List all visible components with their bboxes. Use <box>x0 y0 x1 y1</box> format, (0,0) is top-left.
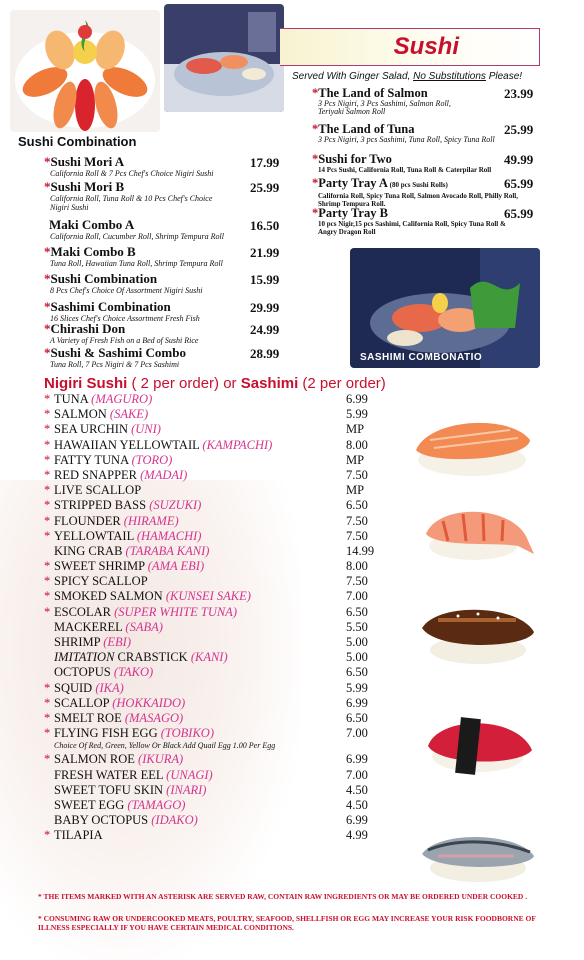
plated-sushi-photo <box>164 4 284 112</box>
combo-item-price: 49.99 <box>504 152 534 167</box>
asterisk-marker: * <box>44 828 51 843</box>
combo-item-description: 14 Pcs Sushi, California Roll, Tuna Roll & Caterpilar Roll <box>318 166 492 174</box>
combo-item-name <box>44 155 284 169</box>
combo-item <box>44 322 284 345</box>
combo-item-name-text: Party Tray B <box>318 206 388 220</box>
combo-item-name-text: The Land of Salmon <box>318 86 428 100</box>
combo-item-name-text: Sushi & Sashimi Combo <box>50 345 186 360</box>
asterisk-marker: * <box>44 467 51 482</box>
nigiri-item-english: BABY OCTOPUS <box>54 813 152 828</box>
nigiri-item-japanese: (SUZUKI) <box>149 498 202 513</box>
nigiri-item-english: STRIPPED BASS <box>54 498 150 513</box>
nigiri-item-price: 7.50 <box>346 513 368 528</box>
nigiri-item-price: 4.50 <box>346 797 368 812</box>
combo-item-description: Tuna Roll, Hawaiian Tuna Roll, Shrimp Tempura Roll <box>50 259 223 268</box>
nigiri-item-english: FLOUNDER <box>54 513 124 528</box>
nigiri-item-price: 6.50 <box>346 498 368 513</box>
nigiri-item-name <box>54 468 187 483</box>
nigiri-item-japanese: (TAMAGO) <box>127 797 186 812</box>
nigiri-item-english: SALMON <box>54 407 110 422</box>
nigiri-item <box>44 438 384 453</box>
nigiri-title-b: ( 2 per order) or <box>127 375 241 392</box>
combo-item-price: 29.99 <box>250 300 280 315</box>
nigiri-item-name <box>54 544 209 559</box>
combo-item-description: 10 pcs Nigir,15 pcs Sashimi, California Roll, Spicy Tuna Roll & <box>318 220 506 228</box>
nigiri-item-japanese: (MASAGO) <box>124 710 184 725</box>
combo-item <box>44 155 284 178</box>
combo-item-description: California Roll, Spicy Tuna Roll, Salmon Avocado Roll, Philly Roll, <box>318 192 518 200</box>
combo-item-name-text: Party Tray A <box>318 176 388 190</box>
nigiri-item-name <box>54 828 103 843</box>
nigiri-item-name <box>54 741 275 751</box>
nigiri-item-japanese: (INARI) <box>166 782 207 797</box>
asterisk-marker: * <box>44 710 51 725</box>
nigiri-item-name <box>54 559 204 574</box>
nigiri-item-price: 6.50 <box>346 604 368 619</box>
nigiri-item-name <box>54 726 214 741</box>
combo-item-description: 8 Pcs Chef's Choice Of Assortment Nigiri Sushi <box>50 286 203 295</box>
nigiri-title-d: (2 per order) <box>298 375 386 392</box>
asterisk-marker: * <box>44 452 51 467</box>
nigiri-list <box>44 392 384 843</box>
combo-item-name-text: Sushi Mori B <box>50 179 125 194</box>
asterisk-marker: * <box>44 680 51 695</box>
nigiri-item-english: YELLOWTAIL <box>54 528 137 543</box>
nigiri-item-english: SALMON ROE <box>54 752 139 767</box>
asterisk-marker: * <box>44 574 51 589</box>
combo-item-description: California Roll, Cucumber Roll, Shrimp Tempura Roll <box>50 232 224 241</box>
nigiri-item-name <box>54 813 198 828</box>
nigiri-item-price: 7.50 <box>346 467 368 482</box>
nigiri-item-name <box>54 711 183 726</box>
nigiri-section-title <box>44 375 386 392</box>
nigiri-item-price: 7.00 <box>346 589 368 604</box>
nigiri-item <box>44 650 384 665</box>
combo-item <box>312 152 542 174</box>
nigiri-item-japanese: (KANI) <box>190 650 228 665</box>
asterisk-marker: * <box>44 321 51 336</box>
nigiri-item-name <box>54 438 272 453</box>
combo-item <box>44 180 284 212</box>
asterisk-marker: * <box>44 528 51 543</box>
nigiri-item-english: Choice Of Red, Green, Yellow Or Black Add Quail Egg 1.00 Per Egg <box>54 741 276 751</box>
asterisk-marker: * <box>44 589 51 604</box>
nigiri-item-price: 7.00 <box>346 767 368 782</box>
nigiri-item <box>44 798 384 813</box>
nigiri-item <box>44 483 384 498</box>
nigiri-item-price: 6.50 <box>346 710 368 725</box>
nigiri-item-japanese: (HOKKAIDO) <box>112 695 186 710</box>
nigiri-item-price: MP <box>346 422 365 437</box>
nigiri-item <box>44 768 384 783</box>
nigiri-item-english: OCTOPUS <box>54 665 114 680</box>
combo-item-price: 65.99 <box>504 206 534 221</box>
nigiri-item-name <box>54 665 153 680</box>
asterisk-marker: * <box>44 179 51 194</box>
combo-item <box>44 300 284 323</box>
combo-item-price: 24.99 <box>250 322 280 337</box>
asterisk-marker: * <box>312 122 319 136</box>
nigiri-item-price: 14.99 <box>346 543 375 558</box>
nigiri-item <box>44 726 384 741</box>
asterisk-marker: * <box>44 299 51 314</box>
combo-item-price: 25.99 <box>250 180 280 195</box>
nigiri-item-price: 5.50 <box>346 619 368 634</box>
asterisk-marker: * <box>312 176 319 190</box>
nigiri-item-price: 7.50 <box>346 528 368 543</box>
combo-item-price: 65.99 <box>504 176 534 191</box>
combo-item <box>44 272 284 295</box>
salmon-nigiri-image <box>410 410 534 480</box>
asterisk-marker: * <box>44 483 51 498</box>
nigiri-item-name <box>54 589 251 604</box>
nigiri-item <box>44 574 384 589</box>
combo-item-description: California Roll & 7 Pcs Chef's Choice Nigiri Sushi <box>50 169 214 178</box>
asterisk-marker: * <box>44 604 51 619</box>
asterisk-marker: * <box>312 86 319 100</box>
nigiri-item-english: FATTY TUNA <box>54 452 132 467</box>
nigiri-item-english: IMITATION <box>54 650 115 665</box>
nigiri-item-price: 7.50 <box>346 574 368 589</box>
combo-item-price: 17.99 <box>250 155 280 170</box>
combo-item-name <box>44 272 284 286</box>
nigiri-item <box>44 828 384 843</box>
combo-item-description: 16 Slices Chef's Choice Assortment Fresh Fish <box>50 314 200 323</box>
nigiri-item-japanese: (UNI) <box>131 422 161 437</box>
combo-item-description: 3 Pcs Nigiri, 3 pcs Sashimi, Tuna Roll, Spicy Tuna Roll <box>318 135 495 144</box>
nigiri-item-price: 6.50 <box>346 665 368 680</box>
nigiri-item-english: MACKEREL <box>54 619 126 634</box>
nigiri-item-name <box>54 407 148 422</box>
combo-item-price: 15.99 <box>250 272 280 287</box>
sushi-banner <box>280 28 540 66</box>
asterisk-marker: * <box>44 498 51 513</box>
nigiri-item-price: 7.00 <box>346 726 368 741</box>
footnote-raw-items: * THE ITEMS MARKED WITH AN ASTERISK ARE SERVED RAW, CONTAIN RAW INGREDIENTS OR MAY BE ORDERED UNDER COOKED . <box>38 892 528 901</box>
mackerel-nigiri-image <box>418 826 538 886</box>
sashimi-combination-photo <box>350 248 540 368</box>
combo-item-price: 16.50 <box>250 218 280 233</box>
nigiri-item <box>44 696 384 711</box>
combo-item-description: Angry Dragon Roll <box>318 228 376 236</box>
nigiri-item-english: TUNA <box>54 392 92 406</box>
nigiri-item-english: SEA URCHIN <box>54 422 132 437</box>
nigiri-item-japanese: (HAMACHI) <box>136 528 202 543</box>
nigiri-item-price: 5.99 <box>346 680 368 695</box>
combo-item-description: Shrimp Tempura Roll. <box>318 200 386 208</box>
nigiri-item-english: RED SNAPPER <box>54 467 141 482</box>
photo-caption: SASHIMI COMBONATIO <box>360 352 483 363</box>
nigiri-item-english: SCALLOP <box>54 695 113 710</box>
combo-item-name-text: The Land of Tuna <box>318 122 415 136</box>
nigiri-item-japanese: (MADAI) <box>140 467 188 482</box>
nigiri-item <box>44 468 384 483</box>
nigiri-item-name <box>54 783 206 798</box>
shrimp-nigiri-image <box>418 496 538 566</box>
nigiri-item-english: SPICY SCALLOP <box>54 574 148 589</box>
combo-item-description: Nigiri Sushi <box>50 203 89 212</box>
combo-item-name <box>44 346 284 360</box>
nigiri-item-japanese: (AMA EBI) <box>147 559 205 574</box>
nigiri-item-name <box>54 529 201 544</box>
nigiri-item-price: 4.50 <box>346 782 368 797</box>
nigiri-item-japanese: (TAKO) <box>113 665 154 680</box>
combo-item-description: 3 Pcs Nigiri, 3 Pcs Sashimi, Salmon Roll, <box>318 99 451 108</box>
asterisk-marker: * <box>44 392 51 406</box>
combo-item-description: A Variety of Fresh Fish on a Bed of Sushi Rice <box>50 336 199 345</box>
nigiri-item-price: 8.00 <box>346 437 368 452</box>
nigiri-item-japanese: (SABA) <box>125 619 163 634</box>
combo-item-price: 28.99 <box>250 346 280 361</box>
asterisk-marker: * <box>312 152 319 166</box>
nigiri-item <box>44 620 384 635</box>
subtitle-text-b: No Substitutions <box>413 71 486 82</box>
combo-item-name-text: Sushi Mori A <box>50 154 125 169</box>
nigiri-item-japanese: (KAMPACHI) <box>202 437 273 452</box>
combo-item-name <box>44 180 284 194</box>
nigiri-item <box>44 407 384 422</box>
nigiri-item <box>44 422 384 437</box>
nigiri-item <box>44 529 384 544</box>
nigiri-note <box>44 741 384 752</box>
nigiri-item-japanese: (TARABA KANI) <box>125 543 210 558</box>
combo-item-price: 21.99 <box>250 245 280 260</box>
nigiri-item-english: FRESH WATER EEL <box>54 767 167 782</box>
nigiri-item-english-2: CRABSTICK <box>114 650 191 665</box>
nigiri-item <box>44 392 384 407</box>
eel-nigiri-image <box>418 598 538 668</box>
nigiri-item-name <box>54 453 172 468</box>
combo-section-title: Sushi Combination <box>18 134 137 149</box>
asterisk-marker: * <box>44 726 51 741</box>
combo-item-name <box>44 218 284 232</box>
combo-item-description: California Roll, Tuna Roll & 10 Pcs Chef's Choice <box>50 194 213 203</box>
asterisk-marker: * <box>44 422 51 437</box>
subtitle-text-c: Please! <box>485 71 523 82</box>
nigiri-item-name <box>54 620 163 635</box>
asterisk-marker: * <box>312 206 319 220</box>
nigiri-item-english: HAWAIIAN YELLOWTAIL <box>54 437 203 452</box>
nigiri-item-name <box>54 574 148 589</box>
combo-item-name-text: Sushi Combination <box>50 271 158 286</box>
nigiri-item-english: SMELT ROE <box>54 710 125 725</box>
asterisk-marker: * <box>44 752 51 767</box>
asterisk-marker: * <box>44 695 51 710</box>
tuna-nori-nigiri-image <box>420 710 538 780</box>
nigiri-item-name <box>54 392 152 407</box>
combo-item-name-text: Sashimi Combination <box>50 299 171 314</box>
nigiri-item-name <box>54 635 131 650</box>
nigiri-item <box>44 681 384 696</box>
combo-item-name <box>44 300 284 314</box>
nigiri-item-english: TILAPIA <box>54 828 103 843</box>
nigiri-item <box>44 453 384 468</box>
nigiri-item <box>44 589 384 604</box>
nigiri-item-name <box>54 768 213 783</box>
nigiri-item-japanese: (EBI) <box>103 635 131 649</box>
combo-item <box>44 346 284 369</box>
nigiri-item-name <box>54 483 141 498</box>
combo-item <box>312 206 542 236</box>
nigiri-item-japanese: (KUNSEI SAKE) <box>165 589 251 604</box>
nigiri-item-name <box>54 514 179 529</box>
nigiri-item-price: 6.99 <box>346 813 368 828</box>
combo-item <box>312 86 542 116</box>
nigiri-item <box>44 711 384 726</box>
nigiri-item-name <box>54 422 161 437</box>
nigiri-title-a: Nigiri Sushi <box>44 375 128 392</box>
nigiri-item-name <box>54 752 183 767</box>
nigiri-item-japanese: (SUPER WHITE TUNA) <box>114 604 237 619</box>
nigiri-item <box>44 783 384 798</box>
nigiri-item-name <box>54 696 185 711</box>
nigiri-item <box>44 559 384 574</box>
nigiri-item-price: 6.99 <box>346 695 368 710</box>
nigiri-item-price: 6.99 <box>346 392 368 406</box>
nigiri-item-english: KING CRAB <box>54 543 126 558</box>
nigiri-item <box>44 544 384 559</box>
nigiri-item-english: SMOKED SALMON <box>54 589 166 604</box>
combo-item <box>44 218 284 241</box>
asterisk-marker: * <box>44 154 51 169</box>
nigiri-item-price: 6.99 <box>346 752 368 767</box>
banner-subtitle <box>292 71 522 82</box>
nigiri-item-name <box>54 498 201 513</box>
asterisk-marker: * <box>44 513 51 528</box>
combo-item <box>44 245 284 268</box>
nigiri-item <box>44 605 384 620</box>
nigiri-item-english: SWEET SHRIMP <box>54 559 148 574</box>
combo-item <box>312 122 542 144</box>
nigiri-item-japanese: (TOBIKO) <box>160 726 214 741</box>
nigiri-item-japanese: (IKA) <box>95 680 124 695</box>
footnote-health-warning: * CONSUMING RAW OR UNDERCOOKED MEATS, POULTRY, SEAFOOD, SHELLFISH OR EGG MAY INCREASE YOUR RISK FOODBORNE OF ILLNESS ESPECIALLY IF YOU HAVE CERTAIN MEDICAL CONDITIONS. <box>38 914 536 932</box>
nigiri-item-japanese: (SAKE) <box>109 407 149 422</box>
nigiri-item-price: MP <box>346 483 365 498</box>
nigiri-item <box>44 514 384 529</box>
combo-item-description: Tuna Roll, 7 Pcs Nigiri & 7 Pcs Sashimi <box>50 360 180 369</box>
nigiri-item-english: FLYING FISH EGG <box>54 726 161 741</box>
combo-item-price: 23.99 <box>504 86 534 101</box>
asterisk-marker: * <box>44 437 51 452</box>
nigiri-title-c: Sashimi <box>240 375 299 392</box>
combo-item-name-text: Sushi for Two <box>318 152 392 166</box>
nigiri-item-japanese: (HIRAME) <box>123 513 179 528</box>
asterisk-marker: * <box>44 559 51 574</box>
nigiri-item-price: 5.99 <box>346 407 368 422</box>
nigiri-item-price: MP <box>346 452 365 467</box>
nigiri-item-english: ESCOLAR <box>54 604 115 619</box>
combo-item-price: 25.99 <box>504 122 534 137</box>
combo-item <box>312 176 542 208</box>
nigiri-item-japanese: (MAGURO) <box>91 392 153 406</box>
combo-item-name-text: Maki Combo A <box>49 217 135 232</box>
nigiri-item-japanese: (IDAKO) <box>151 813 198 828</box>
sushi-flower-photo <box>10 10 160 132</box>
nigiri-item <box>44 635 384 650</box>
nigiri-item-price: 5.00 <box>346 635 368 649</box>
nigiri-item-price: 4.99 <box>346 828 368 843</box>
asterisk-marker: * <box>44 407 51 422</box>
nigiri-item <box>44 813 384 828</box>
asterisk-marker: * <box>44 271 51 286</box>
combo-item-name-note: (80 pcs Sushi Rolls) <box>387 181 448 189</box>
nigiri-item-name <box>54 650 228 665</box>
nigiri-item-english: LIVE SCALLOP <box>54 483 142 498</box>
nigiri-item-japanese: (UNAGI) <box>166 767 213 782</box>
nigiri-item-price: 8.00 <box>346 559 368 574</box>
combo-item-name <box>44 245 284 259</box>
nigiri-item-name <box>54 798 185 813</box>
nigiri-item <box>44 752 384 767</box>
asterisk-marker: * <box>44 244 51 259</box>
nigiri-item-name <box>54 605 237 620</box>
nigiri-item-english: SHRIMP <box>54 635 104 649</box>
nigiri-item-price: 5.00 <box>346 650 368 665</box>
nigiri-item-name <box>54 681 124 696</box>
nigiri-item-english: SWEET EGG <box>54 797 128 812</box>
combo-item-name-text: Maki Combo B <box>50 244 136 259</box>
page-title: Sushi <box>393 33 459 60</box>
nigiri-item-japanese: (TORO) <box>131 452 173 467</box>
nigiri-item <box>44 665 384 680</box>
combo-item-name-text: Chirashi Don <box>50 321 126 336</box>
nigiri-item-japanese: (IKURA) <box>138 752 184 767</box>
subtitle-text-a: Served With Ginger Salad, <box>292 71 414 82</box>
asterisk-marker: * <box>44 345 51 360</box>
nigiri-item-english: SWEET TOFU SKIN <box>54 782 167 797</box>
combo-item-description: Teriyaki Salmon Roll <box>318 107 386 116</box>
nigiri-item-english: SQUID <box>54 680 96 695</box>
combo-item-name <box>44 322 284 336</box>
nigiri-item <box>44 498 384 513</box>
